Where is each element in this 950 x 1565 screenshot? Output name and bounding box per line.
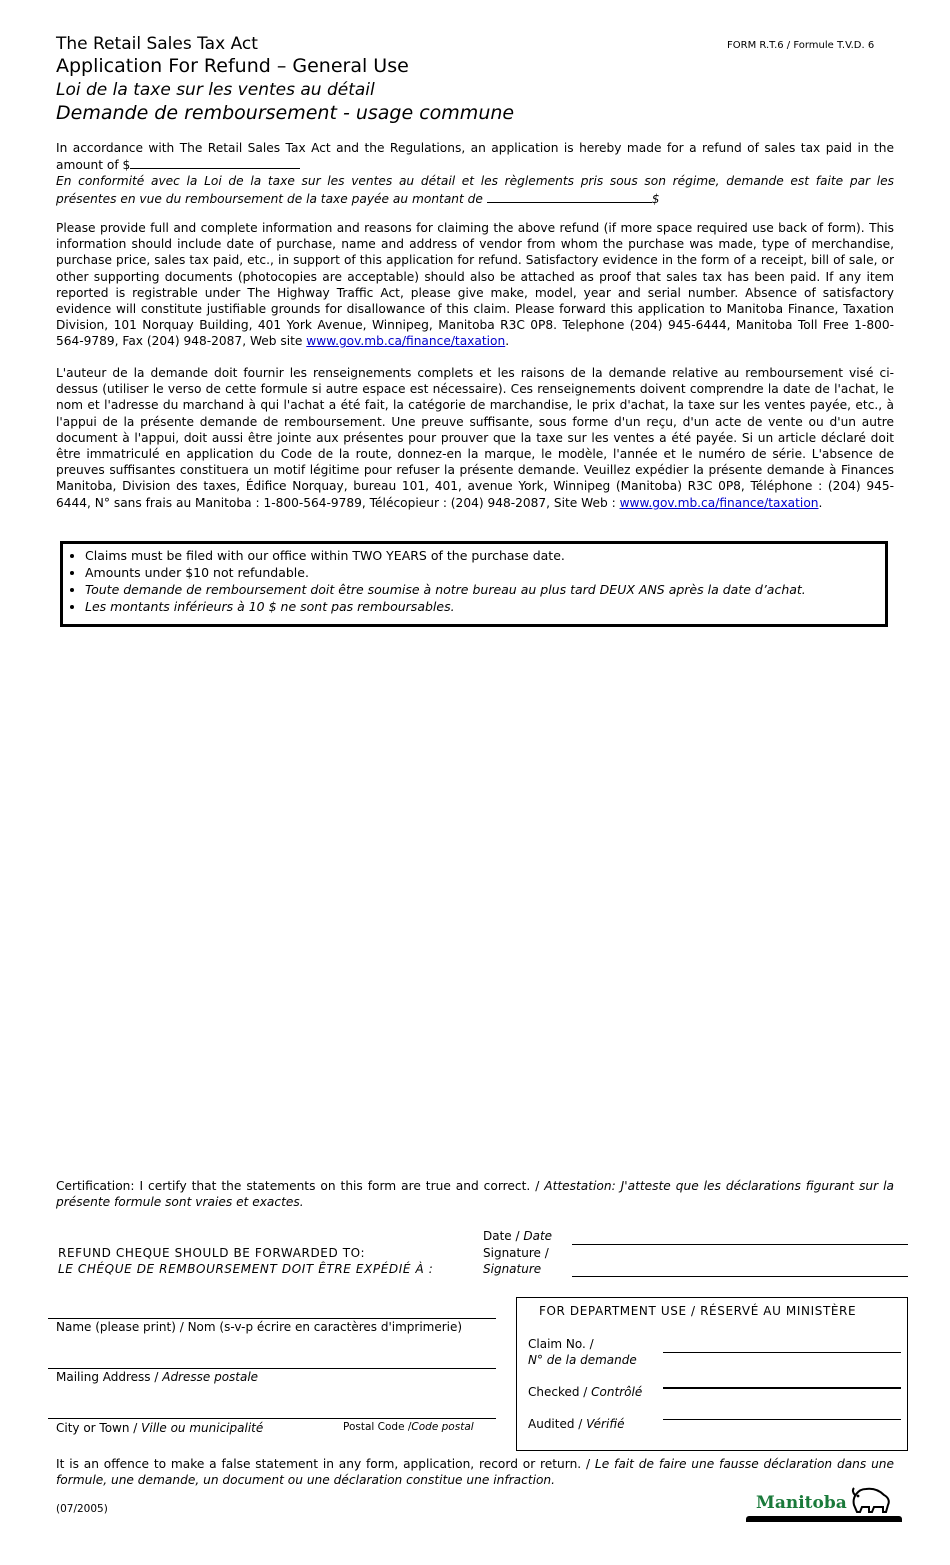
audited-label-fr: Vérifié (586, 1417, 625, 1431)
logo-base-bar (746, 1516, 902, 1522)
offence-en: It is an offence to make a false statement in any form, application, record or return. / (56, 1457, 591, 1471)
forward-en: REFUND CHEQUE SHOULD BE FORWARDED TO: (58, 1246, 366, 1260)
intro-en-line1: In accordance with The Retail Sales Tax Act and the Regulations, an application is hereby made for a refund of sales tax paid in the (56, 141, 894, 155)
refund-amount-field[interactable] (130, 156, 300, 169)
audited-label (528, 1416, 624, 1432)
audited-field[interactable] (663, 1419, 901, 1420)
postal-label-fr: Code postal (411, 1421, 474, 1433)
claim-number-field[interactable] (663, 1352, 901, 1353)
date-label (483, 1228, 552, 1244)
mailing-label-en: Mailing Address / (56, 1370, 159, 1384)
note-min-amount-fr: • Les montants inférieurs à 10 $ ne sont pas remboursables. (85, 598, 877, 615)
instructions-fr-text: L'auteur de la demande doit fournir les renseignements complets et les raisons de la demande relative au remboursement visé ci-dessus (utiliser le verso de cette formule si autre espace est nécessaire). Ces renseignements doivent comprendre la date de l'achat, le nom et l'adresse du marchand à qui l'achat a été fait, la catégorie de marchandise, le prix d'achat, la taxe sur les ventes payée, etc., à l'appui de la présente demande de remboursement. Une preuve suffisante, sous forme d'un reçu, d'un acte de vente ou d'un autre document à l'appui, doit aussi être jointe aux présentes pour prouver que la taxe sur les ventes a été payée. Si un article déclaré doit être immatriculé en application du Code de la route, donnez-en la marque, le modèle, l'année et le numéro de série. L'absence de preuves suffisantes constituera un motif légitime pour refuser la présente demande. Veuillez expédier la présente demande à Finances Manitoba, Division des taxes, Édifice Norquay, bureau 101, 401, avenue York, Winnipeg (Manitoba) R3C 0P8, Téléphone : (204) 945-6444, N° sans frais au Manitoba : 1-800-564-9789, Télécopieur : (204) 948-2087, Site Web : (56, 366, 894, 510)
certification (56, 1178, 894, 1210)
taxation-website-link-fr[interactable]: www.gov.mb.ca/finance/taxation (619, 495, 819, 510)
checked-label-fr: Contrôlé (591, 1385, 643, 1399)
form-title-en: Application For Refund – General Use (56, 55, 409, 77)
signature-field[interactable] (572, 1276, 908, 1277)
date-label-fr: Date (523, 1229, 553, 1243)
intro-paragraph (56, 140, 894, 207)
offence-fr: Le fait de faire une fausse déclaration dans une formule, une demande, un document ou une déclaration constitue une infraction. (56, 1457, 895, 1488)
date-field[interactable] (572, 1244, 908, 1245)
city-label-en: City or Town / (56, 1421, 138, 1435)
instructions-en: Please provide full and complete information and reasons for claiming the above refund (if more space required use back of form). This information should include date of purchase, name and address of vendor from whom the purchase was made, type of merchandise, purchase price, sales tax paid, etc., in support of this application for refund. Satisfactory evidence in the form of a receipt, bill of sale, or other supporting documents (photocopies are acceptable) should also be attached as proof that sales tax has been paid. If any item reported is registrable under The Highway Traffic Act, please give make, model, year and serial number. Absence of satisfactory evidence will constitute justifiable grounds for disallowance of this claim. Please forward this application to Manitoba Finance, Taxation Division, 101 Norquay Building, 401 York Avenue, Winnipeg, Manitoba R3C 0P8. Telephone (204) 945-6444, Manitoba Toll Free 1-800-564-9789, Fax (204) 948-2087, Web site www.gov.mb.ca/finance/taxation. (56, 221, 894, 349)
bison-icon (850, 1485, 894, 1515)
certification-fr: Attestation: J'atteste que les déclarations figurant sur la présente formule sont vraies et exactes. (56, 1179, 894, 1210)
dollar-sign: $ (651, 191, 660, 206)
explanation-area[interactable] (56, 640, 894, 1160)
taxation-website-link[interactable]: www.gov.mb.ca/finance/taxation (306, 334, 506, 349)
city-label-fr: Ville ou municipalité (141, 1421, 264, 1435)
intro-fr-line2: présentes en vue du remboursement de la taxe payée au montant de (56, 191, 483, 206)
city-label (56, 1420, 263, 1436)
audited-label-en: Audited / (528, 1417, 583, 1431)
form-number: FORM R.T.6 / Formule T.V.D. 6 (727, 40, 875, 51)
revision-date: (07/2005) (56, 1503, 108, 1515)
intro-fr-line1: En conformité avec la Loi de la taxe sur les ventes au détail et les règlements pris sous son régime, demande est faite par les (56, 174, 894, 189)
department-use-box (516, 1297, 908, 1451)
refund-amount-field-fr[interactable] (487, 190, 652, 203)
forward-fr: LE CHÉQUE DE REMBOURSEMENT DOIT ÊTRE EXPÉDIÉ À : (58, 1262, 434, 1276)
city-postal-field[interactable] (48, 1418, 496, 1419)
postal-label (343, 1421, 474, 1433)
mailing-label-fr: Adresse postale (162, 1370, 259, 1384)
instructions-fr: L'auteur de la demande doit fournir les renseignements complets et les raisons de la demande relative au remboursement visé ci-dessus (utiliser le verso de cette formule si autre espace est nécessaire). Ces renseignements doivent comprendre la date de l'achat, le nom et l'adresse du marchand à qui l'achat a été fait, la catégorie de marchandise, le prix d'achat, la taxe sur les ventes payée, etc., à l'appui de la présente demande de remboursement. Une preuve suffisante, sous forme d'un reçu, d'un acte de vente ou d'un autre document à l'appui, doit aussi être jointe aux présentes pour prouver que la taxe sur les ventes a été payée. Si un article déclaré doit être immatriculé en application du Code de la route, donnez-en la marque, le modèle, l'année et le numéro de série. L'absence de preuves suffisantes constituera un motif légitime pour refuser la présente demande. Veuillez expédier la présente demande à Finances Manitoba, Division des taxes, Édifice Norquay, bureau 101, 401, avenue York, Winnipeg (Manitoba) R3C 0P8, Téléphone : (204) 945-6444, N° sans frais au Manitoba : 1-800-564-9789, Télécopieur : (204) 948-2087, Site Web : www.gov.mb.ca/finance/taxation. (56, 366, 894, 510)
act-title-en: The Retail Sales Tax Act (56, 34, 258, 54)
offence-statement (56, 1456, 894, 1488)
notes-box (60, 541, 888, 627)
checked-field[interactable] (663, 1387, 901, 1389)
certification-en: Certification: I certify that the statements on this form are true and correct. / (56, 1179, 540, 1193)
manitoba-logo-text: Manitoba (756, 1493, 847, 1513)
note-min-amount: • Amounts under $10 not refundable. (85, 564, 877, 581)
signature-label-fr: Signature (483, 1262, 542, 1276)
signature-label-en: Signature / (483, 1246, 549, 1260)
act-title-fr: Loi de la taxe sur les ventes au détail (56, 80, 375, 100)
intro-en-line2: amount of $ (56, 158, 131, 173)
claim-label-en: Claim No. / (528, 1337, 594, 1351)
form-title-fr: Demande de remboursement - usage commune (56, 102, 515, 124)
manitoba-logo (746, 1485, 902, 1523)
checked-label-en: Checked / (528, 1385, 588, 1399)
instructions-en-text: Please provide full and complete information and reasons for claiming the above refund (if more space required use back of form). This information should include date of purchase, name and address of vendor from whom the purchase was made, type of merchandise, purchase price, sales tax paid, etc., in support of this application for refund. Satisfactory evidence in the form of a receipt, bill of sale, or other supporting documents (photocopies are acceptable) should also be attached as proof that sales tax has been paid. If any item reported is registrable under The Highway Traffic Act, please give make, model, year and serial number. Absence of satisfactory evidence will constitute justifiable grounds for disallowance of this claim. Please forward this application to Manitoba Finance, Taxation Division, 101 Norquay Building, 401 York Avenue, Winnipeg, Manitoba R3C 0P8. Telephone (204) 945-6444, Manitoba Toll Free 1-800-564-9789, Fax (204) 948-2087, Web site (56, 221, 894, 349)
note-two-years-fr: • Toute demande de remboursement doit être soumise à notre bureau au plus tard DEUX ANS après la date d’achat. (85, 581, 877, 598)
date-label-en: Date / (483, 1229, 520, 1243)
department-title: FOR DEPARTMENT USE / RÉSERVÉ AU MINISTÈRE (539, 1304, 857, 1318)
mailing-label (56, 1369, 258, 1385)
note-two-years: • Claims must be filed with our office within TWO YEARS of the purchase date. (85, 547, 877, 564)
name-label: Name (please print) / Nom (s-v-p écrire en caractères d'imprimerie) (56, 1320, 463, 1334)
postal-label-en: Postal Code / (343, 1421, 412, 1433)
claim-label-fr: N° de la demande (528, 1353, 637, 1367)
checked-label (528, 1384, 642, 1400)
